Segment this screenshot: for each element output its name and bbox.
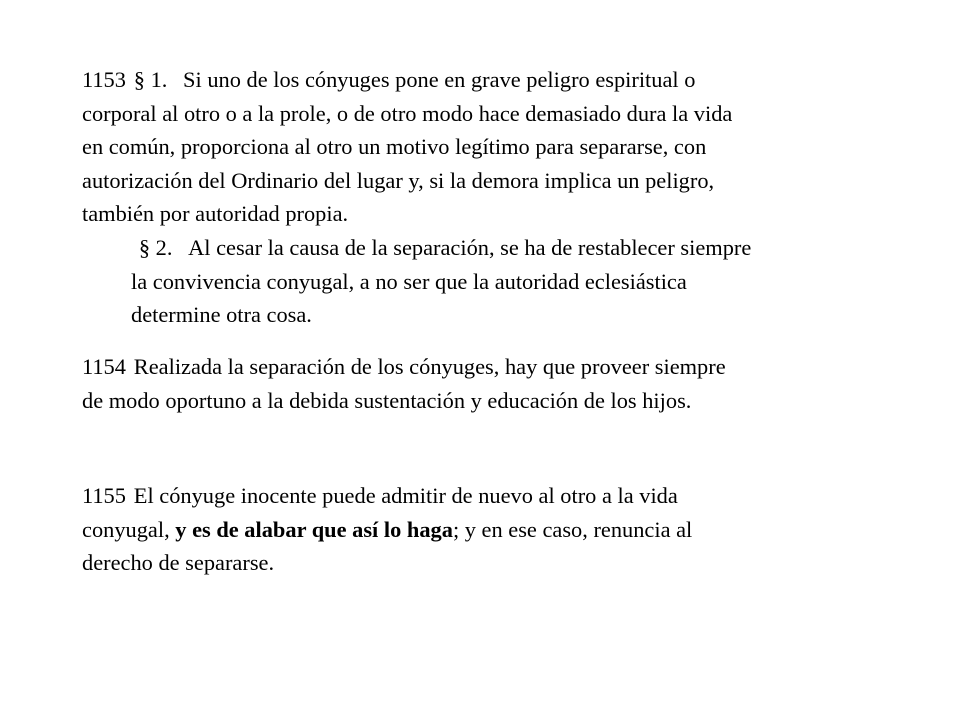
canon-1154-text-2: de modo oportuno a la debida sustentación y educación de los hijos. <box>82 387 692 413</box>
canon-1153-line-6 <box>82 231 912 265</box>
canon-1153-section-1-text-3: en común, proporciona al otro un motivo legítimo para separarse, con <box>82 134 707 160</box>
canon-1154-number: 1154 <box>82 354 126 379</box>
canon-1155 <box>82 479 912 580</box>
canon-1153 <box>82 63 912 332</box>
canon-1155-number: 1155 <box>82 483 126 508</box>
canon-1153-section-1-text-4: autorización del Ordinario del lugar y, si la demora implica un peligro, <box>82 167 715 193</box>
canon-1153-section-2-text-1: Al cesar la causa de la separación, se ha de restablecer siempre <box>188 234 752 260</box>
canon-1153-number: 1153 <box>82 67 126 92</box>
canon-1155-line-2 <box>82 513 912 547</box>
canon-1153-section-1-text-2: corporal al otro o a la prole, o de otro modo hace demasiado dura la vida <box>82 100 733 126</box>
canon-1153-section-1-text-1: Si uno de los cónyuges pone en grave peligro espiritual o <box>183 67 696 92</box>
canon-1153-section-2-text-3: determine otra cosa. <box>131 302 312 328</box>
canon-1154-text-1: Realizada la separación de los cónyuges, hay que proveer siempre <box>133 354 726 379</box>
canon-1155-line-1 <box>82 479 912 513</box>
canon-1155-emphasis: y es de alabar que así lo haga <box>175 516 453 542</box>
canon-1153-section-1-text-5: también por autoridad propia. <box>82 201 349 227</box>
canon-1154 <box>82 350 912 417</box>
canon-1153-section-2-label: § 2. <box>138 234 173 260</box>
canon-1155-text-2-after: ; y en ese caso, renuncia al <box>452 516 693 542</box>
canon-1153-section-2-text-2: la convivencia conyugal, a no ser que la autoridad eclesiástica <box>131 268 687 294</box>
canon-1155-text-2-before: conyugal, <box>82 516 176 542</box>
canon-1155-text-3: derecho de separarse. <box>82 550 275 576</box>
canon-1154-line-1 <box>82 350 912 384</box>
canon-1153-section-1-label: § 1. <box>133 67 168 92</box>
canon-1153-line-1 <box>82 63 912 97</box>
canon-1155-text-1: El cónyuge inocente puede admitir de nuevo al otro a la vida <box>133 483 678 508</box>
